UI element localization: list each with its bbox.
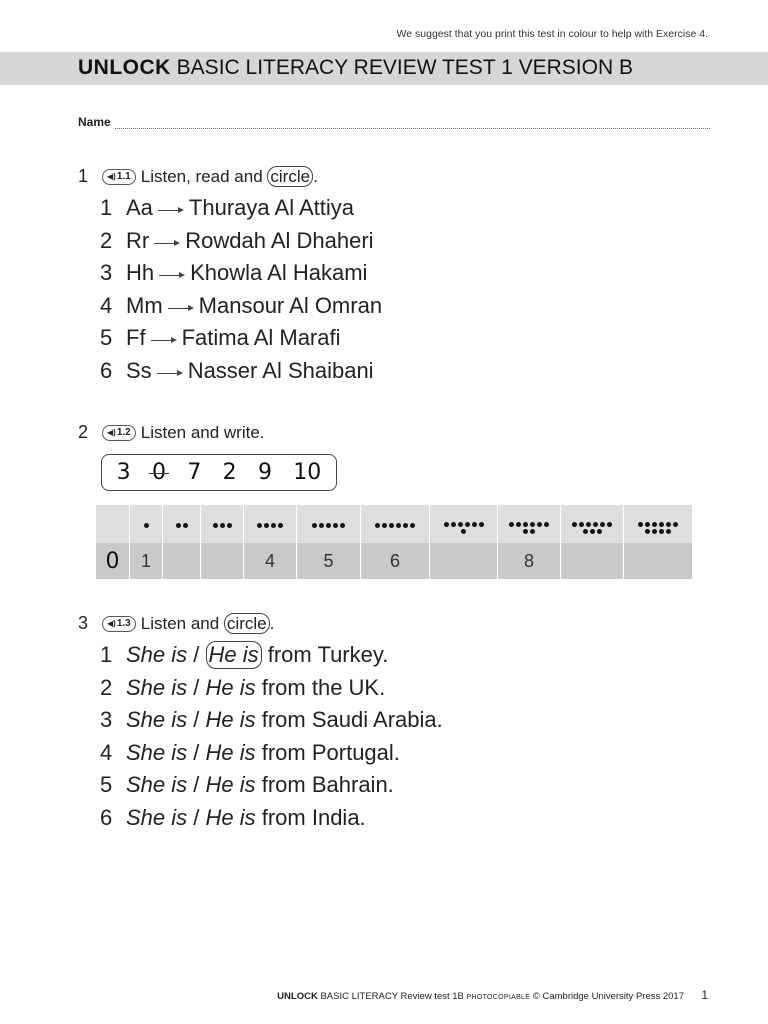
list-item <box>100 639 443 672</box>
dot <box>465 522 470 527</box>
dot-group <box>570 521 614 535</box>
option-she-is[interactable]: She is <box>126 804 188 830</box>
answer-cell[interactable] <box>163 543 200 579</box>
dot <box>382 523 387 528</box>
dot <box>271 523 276 528</box>
instruction: Listen and circle . <box>140 613 275 633</box>
dot <box>673 522 678 527</box>
dot <box>326 523 331 528</box>
letter-pair: Ss <box>126 357 152 383</box>
dot <box>220 523 225 528</box>
option-separator: / <box>187 642 206 668</box>
option-he-is[interactable]: He is <box>205 707 256 733</box>
sentence-rest: from Bahrain. <box>255 772 394 798</box>
footer-text: BASIC LITERACY Review test 1B <box>317 991 467 1002</box>
option-he-is[interactable]: He is <box>205 804 256 830</box>
exercise-3-header <box>78 613 274 634</box>
dot-group <box>507 521 551 535</box>
dot-cell <box>561 505 623 543</box>
list-item <box>100 672 443 705</box>
dot <box>537 522 542 527</box>
option-he-is[interactable]: He is <box>205 674 256 700</box>
arrow-icon <box>154 238 180 248</box>
dot <box>530 522 535 527</box>
option-separator: / <box>187 674 206 700</box>
letter-pair: Rr <box>126 227 150 253</box>
title-text: BASIC LITERACY REVIEW TEST 1 VERSION B <box>176 56 633 79</box>
dot <box>590 529 595 534</box>
item-number: 4 <box>100 292 113 318</box>
dot <box>312 523 317 528</box>
photocopiable-label: PHOTOCOPIABLE <box>466 994 531 1001</box>
list-item <box>100 737 443 770</box>
arrow-icon <box>168 303 194 313</box>
answers-row <box>96 543 692 579</box>
dot-group <box>442 521 486 535</box>
dot-cell <box>130 505 162 543</box>
instruction: Listen, read and circle . <box>140 166 318 186</box>
dot <box>607 522 612 527</box>
arrow-icon <box>157 368 183 378</box>
bank-number: 2 <box>222 460 237 485</box>
answer-cell[interactable]: 1 <box>130 543 162 579</box>
sentence-rest: from the UK. <box>255 674 386 700</box>
answer-cell[interactable] <box>201 543 243 579</box>
answer-cell[interactable]: 6 <box>361 543 429 579</box>
dot <box>183 523 188 528</box>
letter-pair: Mm <box>126 292 163 318</box>
arrow-icon <box>151 335 177 345</box>
dot <box>523 522 528 527</box>
footer-brand: UNLOCK <box>277 991 318 1002</box>
dot <box>264 523 269 528</box>
dot-cell <box>201 505 243 543</box>
option-separator: / <box>187 707 206 733</box>
item-number: 1 <box>100 195 113 221</box>
letter-pair: Hh <box>126 260 155 286</box>
option-she-is[interactable]: She is <box>126 642 188 668</box>
dot <box>444 522 449 527</box>
arrow-icon <box>159 270 185 280</box>
person-name[interactable]: Khowla Al Hakami <box>190 260 368 286</box>
bank-number: 0 <box>151 460 166 485</box>
circled-word: circle <box>267 166 313 187</box>
item-number: 5 <box>100 325 113 351</box>
option-she-is[interactable]: She is <box>126 739 188 765</box>
dot-group <box>636 521 680 535</box>
dot <box>516 522 521 527</box>
list-item <box>100 225 382 258</box>
audio-track-badge[interactable] <box>102 169 136 185</box>
brand-logo: UNLOCK <box>78 56 171 79</box>
dot-cell <box>297 505 360 543</box>
item-number: 3 <box>100 260 113 286</box>
list-item <box>100 257 382 290</box>
exercise-1-list <box>100 192 382 387</box>
option-she-is[interactable]: She is <box>126 707 188 733</box>
title-banner <box>0 52 768 85</box>
dot-cell <box>624 505 692 543</box>
dot <box>144 523 149 528</box>
answer-cell[interactable]: 4 <box>244 543 296 579</box>
dot <box>479 522 484 527</box>
bank-number: 10 <box>293 460 322 485</box>
option-separator: / <box>187 739 206 765</box>
answer-cell[interactable] <box>430 543 497 579</box>
dot <box>458 522 463 527</box>
option-he-is[interactable]: He is <box>206 641 262 669</box>
dot <box>659 529 664 534</box>
dot <box>451 522 456 527</box>
list-item <box>100 290 382 323</box>
dot <box>340 523 345 528</box>
dot-cell <box>163 505 200 543</box>
item-number: 6 <box>100 804 113 830</box>
dot <box>666 522 671 527</box>
dot-group <box>133 522 159 529</box>
exercise-3-list <box>100 639 443 834</box>
audio-track-number: 1.1 <box>116 171 131 182</box>
name-field[interactable] <box>115 118 710 129</box>
dot <box>396 523 401 528</box>
option-she-is[interactable]: She is <box>126 772 188 798</box>
dot <box>583 529 588 534</box>
bank-number: 9 <box>257 460 272 485</box>
audio-track-number: 1.3 <box>116 618 131 629</box>
dot <box>586 522 591 527</box>
dot <box>389 523 394 528</box>
list-item <box>100 769 443 802</box>
dots-answer-table <box>95 505 693 579</box>
dot <box>213 523 218 528</box>
list-item <box>100 355 382 388</box>
item-number: 2 <box>100 674 113 700</box>
item-number: 4 <box>100 739 113 765</box>
list-item <box>100 322 382 355</box>
dots-row <box>96 505 692 543</box>
audio-track-number: 1.2 <box>116 427 131 438</box>
speaker-icon: ◀) <box>107 619 116 628</box>
item-number: 2 <box>100 227 113 253</box>
dot <box>645 522 650 527</box>
dot <box>572 522 577 527</box>
dot <box>544 522 549 527</box>
audio-track-badge[interactable] <box>102 616 136 632</box>
audio-track-badge[interactable] <box>102 425 136 441</box>
exercise-2-header <box>78 422 265 443</box>
person-name[interactable]: Nasser Al Shaibani <box>187 357 374 383</box>
person-name[interactable]: Rowdah Al Dhaheri <box>185 227 374 253</box>
dot <box>176 523 181 528</box>
answer-cell[interactable] <box>561 543 623 579</box>
bank-number: 7 <box>187 460 202 485</box>
dot <box>579 522 584 527</box>
dot-group <box>204 522 240 529</box>
dot <box>597 529 602 534</box>
list-item <box>100 802 443 835</box>
dot <box>403 523 408 528</box>
dot <box>652 522 657 527</box>
sentence-rest: from Portugal. <box>255 739 400 765</box>
bank-number: 3 <box>116 460 131 485</box>
arrow-icon <box>158 205 184 215</box>
option-he-is[interactable]: He is <box>205 772 256 798</box>
sentence-rest: from India. <box>255 804 366 830</box>
name-row <box>78 115 710 129</box>
dot <box>319 523 324 528</box>
sentence-rest: from Turkey. <box>261 642 389 668</box>
dot <box>278 523 283 528</box>
person-name[interactable]: Fatima Al Marafi <box>181 325 341 351</box>
dot <box>523 529 528 534</box>
dot-group <box>166 522 197 529</box>
dot <box>600 522 605 527</box>
dot <box>509 522 514 527</box>
sentence-rest: from Saudi Arabia. <box>255 707 443 733</box>
copyright: © Cambridge University Press 2017 <box>530 991 684 1002</box>
answer-cell[interactable] <box>624 543 692 579</box>
person-name[interactable]: Thuraya Al Attiya <box>188 195 355 221</box>
exercise-1-header <box>78 166 318 187</box>
letter-pair: Ff <box>126 325 146 351</box>
dot <box>659 522 664 527</box>
dot <box>227 523 232 528</box>
item-number: 6 <box>100 357 113 383</box>
person-name[interactable]: Mansour Al Omran <box>198 292 383 318</box>
dot <box>652 529 657 534</box>
dot <box>593 522 598 527</box>
dot <box>638 522 643 527</box>
footer <box>277 991 684 1002</box>
letter-pair: Aa <box>126 195 153 221</box>
option-separator: / <box>187 804 206 830</box>
dot <box>472 522 477 527</box>
exercise-number: 3 <box>78 613 89 633</box>
dot <box>333 523 338 528</box>
dot <box>410 523 415 528</box>
answer-cell[interactable]: 5 <box>297 543 360 579</box>
item-number: 3 <box>100 707 113 733</box>
list-item <box>100 192 382 225</box>
list-item <box>100 704 443 737</box>
dot <box>375 523 380 528</box>
dot <box>461 529 466 534</box>
dot-cell <box>244 505 296 543</box>
option-she-is[interactable]: She is <box>126 674 188 700</box>
dot-cell <box>361 505 429 543</box>
exercise-number: 2 <box>78 422 89 442</box>
dot-group <box>247 522 293 529</box>
page-number: 1 <box>701 988 708 1002</box>
dot-group <box>373 522 417 529</box>
answer-cell[interactable]: 0 <box>96 543 129 579</box>
dot-cell <box>498 505 560 543</box>
dot <box>257 523 262 528</box>
print-suggestion: We suggest that you print this test in colour to help with Exercise 4. <box>396 28 708 40</box>
page-title <box>78 56 633 80</box>
exercise-number: 1 <box>78 166 89 186</box>
number-bank-box <box>101 454 337 491</box>
dot <box>666 529 671 534</box>
dot-cell <box>96 505 129 543</box>
item-number: 1 <box>100 642 113 668</box>
option-he-is[interactable]: He is <box>205 739 256 765</box>
name-label: Name <box>78 115 111 129</box>
circled-word: circle <box>224 613 270 634</box>
instruction: Listen and write. <box>140 422 265 442</box>
dot-group <box>300 522 357 529</box>
speaker-icon: ◀) <box>107 172 116 181</box>
item-number: 5 <box>100 772 113 798</box>
option-separator: / <box>187 772 206 798</box>
dot <box>530 529 535 534</box>
answer-cell[interactable]: 8 <box>498 543 560 579</box>
dot <box>645 529 650 534</box>
dot-cell <box>430 505 497 543</box>
speaker-icon: ◀) <box>107 428 116 437</box>
